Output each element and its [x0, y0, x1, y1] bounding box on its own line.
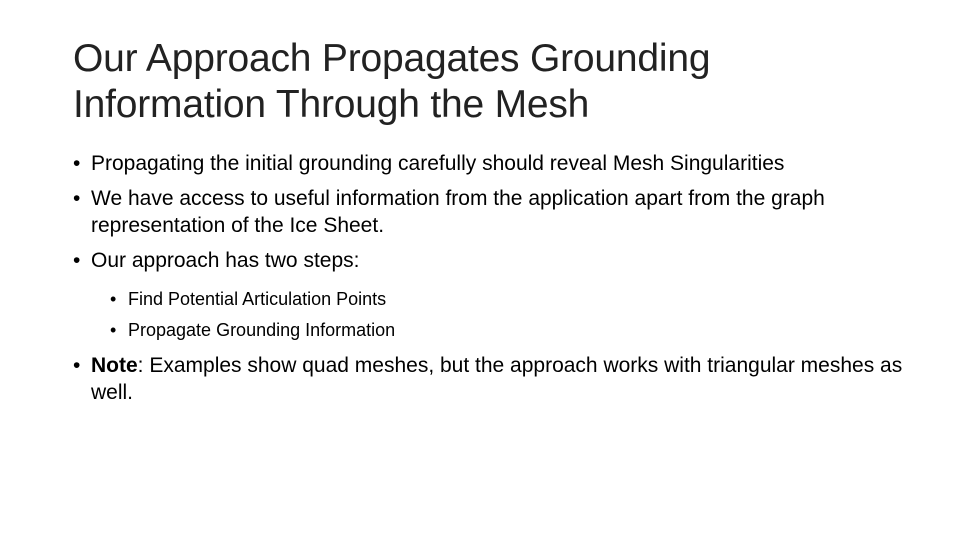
bullet-dot: • — [73, 187, 81, 210]
slide-title — [73, 36, 893, 128]
sub-bullet-text: Propagate Grounding Information — [128, 320, 396, 340]
bullet-item — [73, 150, 903, 177]
bullet-dot: • — [73, 152, 81, 175]
sub-bullet-item — [73, 318, 903, 342]
sub-bullet-item — [73, 287, 903, 311]
bullet-text: Propagating the initial grounding carefully should reveal Mesh Singularities — [91, 152, 785, 175]
sub-bullet-text: Find Potential Articulation Points — [128, 289, 387, 309]
title-line-2: Information Through the Mesh — [73, 83, 590, 126]
note-bullet-item — [73, 352, 903, 406]
bullet-item — [73, 247, 903, 274]
bullet-dot: • — [73, 354, 81, 377]
slide-body — [73, 150, 903, 414]
title-line-1: Our Approach Propagates Grounding — [73, 37, 711, 80]
note-text — [91, 354, 902, 404]
bullet-item — [73, 185, 903, 239]
bullet-dot: • — [73, 249, 81, 272]
bullet-text: Our approach has two steps: — [91, 249, 360, 272]
note-body: : Examples show quad meshes, but the approach works with triangular meshes as well. — [91, 354, 903, 404]
sub-bullet-dot: • — [110, 320, 117, 340]
bullet-text: We have access to useful information from the application apart from the graph representation of the Ice Sheet. — [91, 187, 825, 237]
sub-bullet-dot: • — [110, 289, 117, 309]
note-label: Note — [91, 354, 138, 377]
